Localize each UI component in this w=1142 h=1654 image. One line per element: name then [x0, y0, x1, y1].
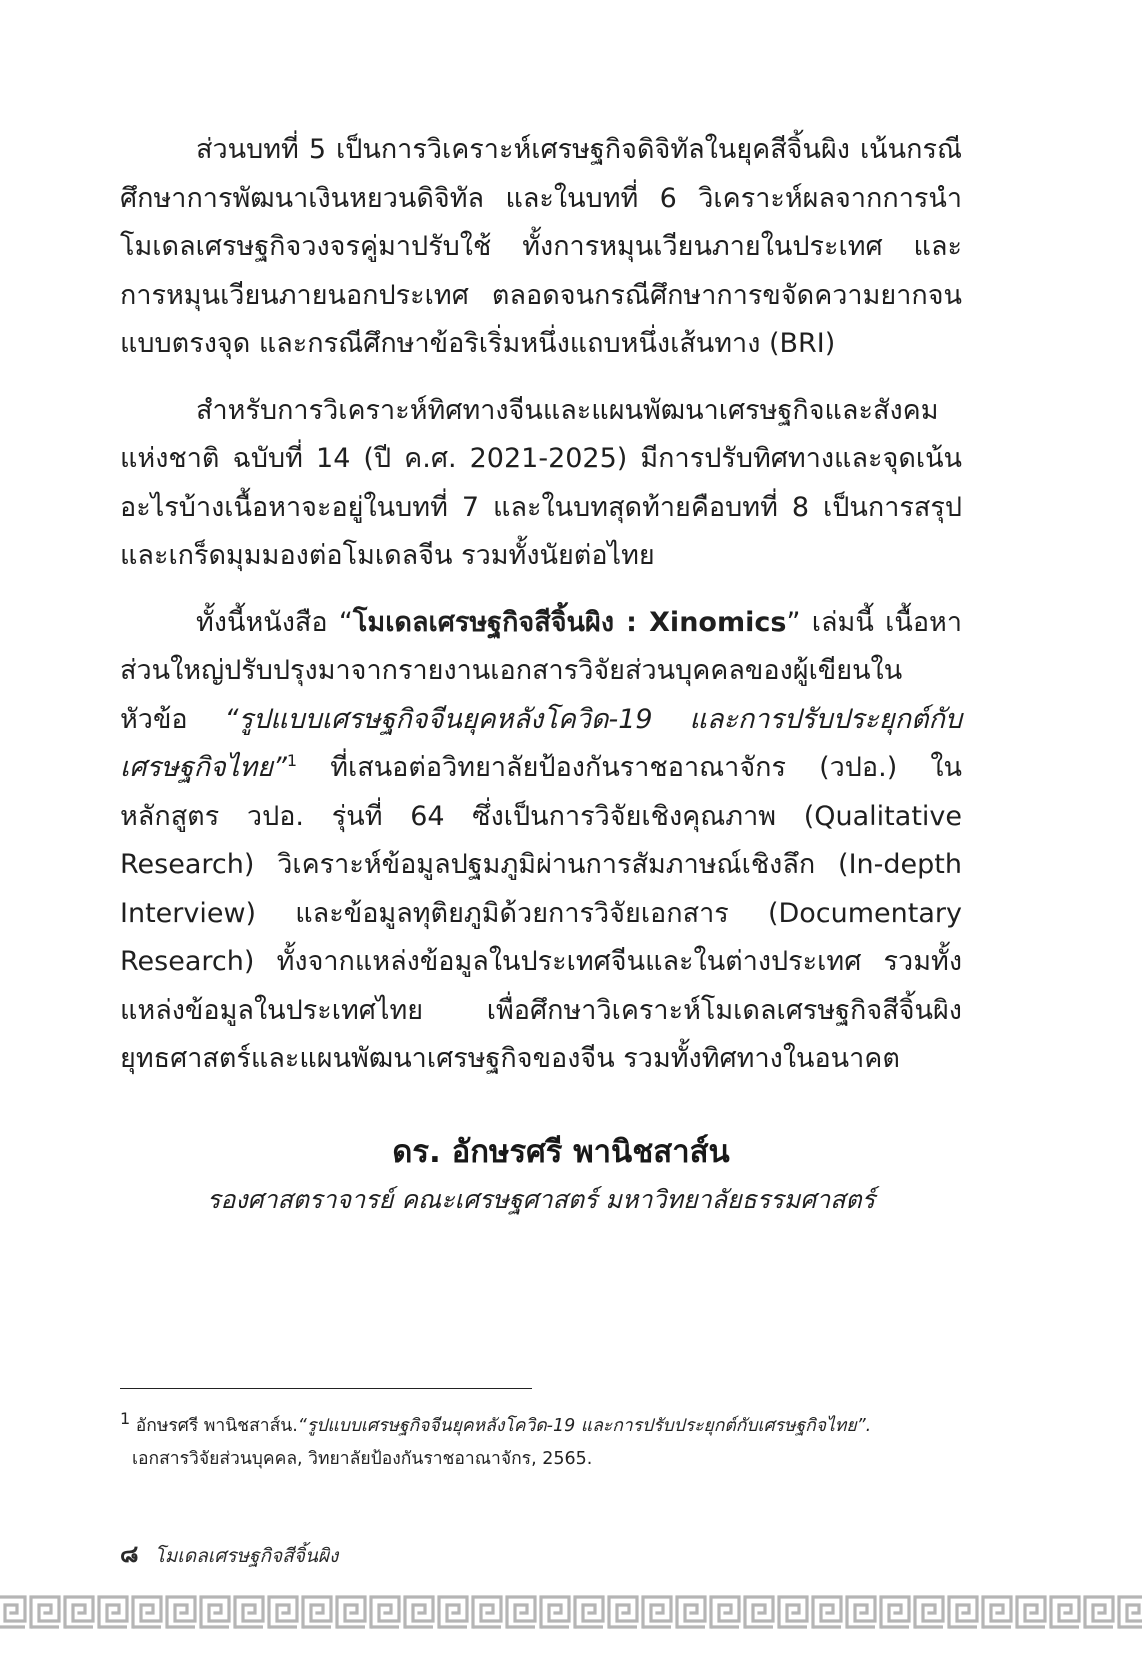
- footnote-author: อักษรศรี พานิชสาส์น.: [130, 1416, 298, 1436]
- footnote-title: “รูปแบบเศรษฐกิจจีนยุคหลังโควิด-19 และการปรับประยุกต์กับเศรษฐกิจไทย”.: [297, 1416, 872, 1436]
- page-number: ๘: [120, 1539, 139, 1568]
- paragraph-chapters-5-6: ส่วนบทที่ 5 เป็นการวิเคราะห์เศรษฐกิจดิจิทัลในยุคสีจิ้นผิง เน้นกรณีศึกษาการพัฒนาเงินหยวนดิจิทัล และในบทที่ 6 วิเคราะห์ผลจากการนำโมเดลเศรษฐกิจวงจรคู่มาปรับใช้ ทั้งการหมุนเวียนภายในประเทศ และการหมุนเวียนภายนอกประเทศ ตลอดจนกรณีศึกษาการขจัดความยากจนแบบตรงจุด และกรณีศึกษาข้อริเริ่มหนึ่งแถบหนึ่งเส้นทาง (BRI): [120, 134, 962, 359]
- paragraph-text: ทั้งนี้หนังสือ “: [196, 606, 353, 638]
- body-text: [120, 126, 962, 1102]
- author-name: ดร. อักษรศรี พานิชสาส์น: [392, 1134, 730, 1170]
- footnote-divider: [120, 1388, 532, 1389]
- running-title: โมเดลเศรษฐกิจสีจิ้นผิง: [154, 1545, 339, 1567]
- footnote-source: เอกสารวิจัยส่วนบุคคล, วิทยาลัยป้องกันราชอาณาจักร, 2565.: [132, 1449, 593, 1469]
- author-position: รองศาสตราจารย์ คณะเศรษฐศาสตร์ มหาวิทยาลัยธรรมศาสตร์: [206, 1185, 876, 1214]
- paragraph-text: ” เล่มนี้ เนื้อหาส่วนใหญ่ปรับปรุงมาจากรายงานเอกสารวิจัยส่วนบุคคลของผู้เขียนในหัวข้อ: [120, 606, 962, 735]
- footnote-marker: 1: [120, 1409, 131, 1429]
- book-title: โมเดลเศรษฐกิจสีจิ้นผิง : Xinomics: [352, 606, 787, 638]
- greek-key-border-icon: [0, 1594, 1142, 1630]
- page-footer: [120, 1534, 338, 1573]
- footnote: [120, 1410, 962, 1476]
- author-signature: [120, 1130, 962, 1220]
- footnote-reference[interactable]: 1: [286, 751, 298, 770]
- paragraph-book-origin: [120, 599, 962, 1084]
- research-title: “รูปแบบเศรษฐกิจจีนยุคหลังโควิด-19 และการปรับประยุกต์กับเศรษฐกิจไทย”: [120, 703, 962, 783]
- paragraph-text: ที่เสนอต่อวิทยาลัยป้องกันราชอาณาจักร (วปอ.) ในหลักสูตร วปอ. รุ่นที่ 64 ซึ่งเป็นการวิจัยเชิงคุณภาพ (Qualitative Research) วิเคราะห์ข้อมูลปฐมภูมิผ่านการสัมภาษณ์เชิงลึก (In-depth Interview) และข้อมูลทุติยภูมิด้วยการวิจัยเอกสาร (Documentary Research) ทั้งจากแหล่งข้อมูลในประเทศจีนและในต่างประเทศ รวมทั้งแหล่งข้อมูลในประเทศไทย เพื่อศึกษาวิเคราะห์โมเดลเศรษฐกิจสีจิ้นผิง ยุทธศาสตร์และแผนพัฒนาเศรษฐกิจของจีน รวมทั้งทิศทางในอนาคต: [120, 752, 962, 1074]
- footnote-line: [120, 1410, 962, 1443]
- paragraph-chapters-7-8: สำหรับการวิเคราะห์ทิศทางจีนและแผนพัฒนาเศรษฐกิจและสังคมแห่งชาติ ฉบับที่ 14 (ปี ค.ศ. 2021-2025) มีการปรับทิศทางและจุดเน้นอะไรบ้างเนื้อหาจะอยู่ในบทที่ 7 และในบทสุดท้ายคือบทที่ 8 เป็นการสรุปและเกร็ดมุมมองต่อโมเดลจีน รวมทั้งนัยต่อไทย: [120, 394, 962, 571]
